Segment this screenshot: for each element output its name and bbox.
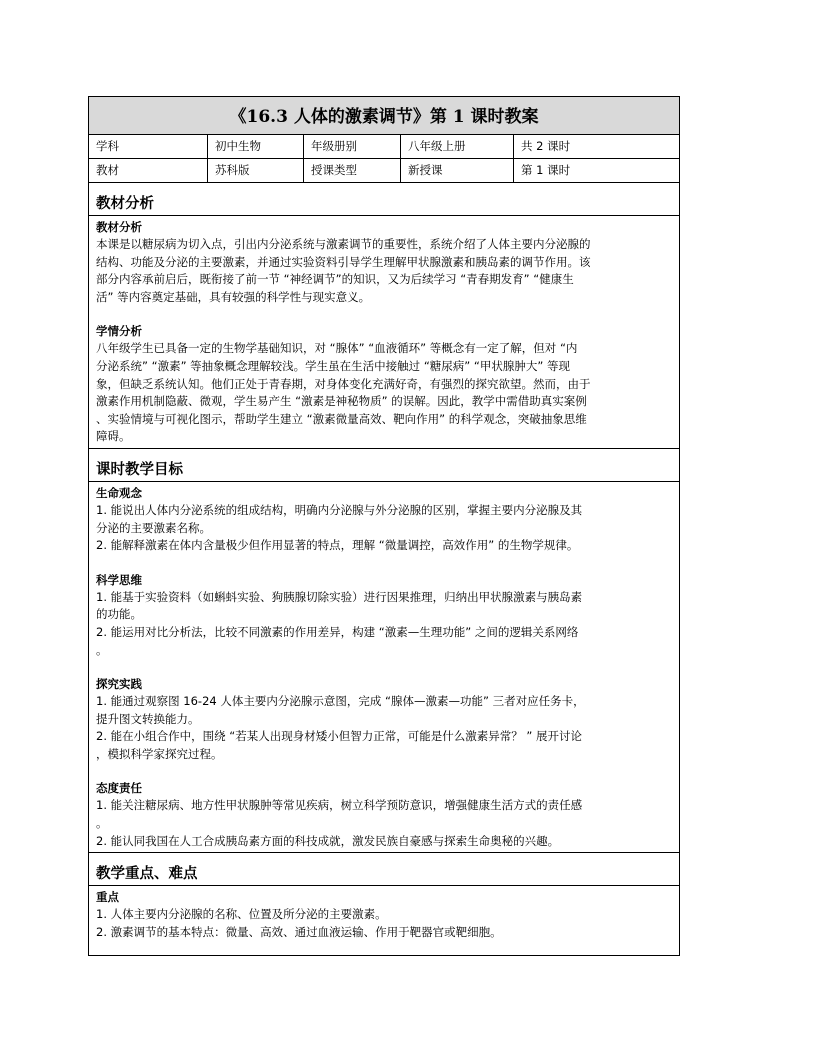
section-heading-objectives: 课时教学目标 <box>89 449 679 482</box>
paragraph-line: 结构、功能及分泌的主要激素，并通过实验资料引导学生理解甲状腺激素和胰岛素的调节作用。该 <box>96 254 591 269</box>
paragraph-line: 1. 能基于实验资料（如蝌蚪实验、狗胰腺切除实验）进行因果推理，归纳出甲状腺激素与胰岛素 <box>96 589 583 604</box>
lesson-plan-table <box>88 96 680 956</box>
paragraph-line: 2. 激素调节的基本特点：微量、高效、通过血液运输、作用于靶器官或靶细胞。 <box>96 924 502 939</box>
section-body-focus <box>89 886 679 943</box>
info-cell: 年级册别 <box>304 135 401 158</box>
document-title: 《16.3 人体的激素调节》第 1 课时教案 <box>89 97 679 135</box>
info-row-1 <box>89 135 679 159</box>
section-body-objectives <box>89 482 679 853</box>
info-cell: 教材 <box>89 159 208 182</box>
info-cell: 第 1 课时 <box>521 163 571 177</box>
info-cell: 授课类型 <box>304 159 401 182</box>
paragraph-line: ，模拟科学家探究过程。 <box>96 746 223 761</box>
paragraph-line: 。 <box>96 816 108 831</box>
info-cell: 共 2 课时 <box>521 139 571 153</box>
subheading-textbook: 教材分析 <box>96 220 142 234</box>
paragraph-line: 提升图文转换能力。 <box>96 711 200 726</box>
paragraph-line: 2. 能解释激素在体内含量极少但作用显著的特点，理解 “微量调控，高效作用” 的生物学规律。 <box>96 538 579 553</box>
info-cell: 八年级上册 <box>401 135 514 158</box>
info-row-2 <box>89 159 679 183</box>
subheading-key-points: 重点 <box>96 890 119 905</box>
paragraph-line: 1. 能关注糖尿病、地方性甲状腺肿等常见疾病，树立科学预防意识，增强健康生活方式的责任感 <box>96 798 583 813</box>
paragraph-line: 的功能。 <box>96 607 142 622</box>
paragraph-line: 1. 能通过观察图 16-24 人体主要内分泌腺示意图，完成 “腺体—激素—功能” 三者对应任务卡， <box>96 694 585 709</box>
paragraph-line: 活” 等内容奠定基础，具有较强的科学性与现实意义。 <box>96 289 371 304</box>
info-cell: 初中生物 <box>208 135 304 158</box>
paragraph-line: 2. 能在小组合作中，围绕 “若某人出现身材矮小但智力正常，可能是什么激素异常？ ” 展开讨论 <box>96 729 583 744</box>
paragraph-line: 部分内容承前启后，既衔接了前一节 “神经调节”的知识，又为后续学习 “青春期发育” “健康生 <box>96 272 574 287</box>
subheading-objective: 探究实践 <box>96 677 142 692</box>
paragraph-line: 1. 人体主要内分泌腺的名称、位置及所分泌的主要激素。 <box>96 907 387 922</box>
paragraph-line: 、实验情境与可视化图示，帮助学生建立 “激素微量高效、靶向作用” 的科学观念，突破抽象思维 <box>96 411 587 426</box>
subheading-objective: 态度责任 <box>96 781 142 796</box>
info-cell: 学科 <box>89 135 208 158</box>
section-heading-focus: 教学重点、难点 <box>89 853 679 886</box>
paragraph-line: 八年级学生已具备一定的生物学基础知识，对 “腺体” “血液循环” 等概念有一定了解，但对 “内 <box>96 341 578 356</box>
paragraph-line: 障碍。 <box>96 429 131 444</box>
subheading-learner: 学情分析 <box>96 324 142 339</box>
subheading-objective: 科学思维 <box>96 572 142 587</box>
paragraph-line: 本课是以糖尿病为切入点，引出内分泌系统与激素调节的重要性，系统介绍了人体主要内分泌腺的 <box>96 237 591 251</box>
info-cell: 苏科版 <box>208 159 304 182</box>
paragraph-line: 分泌系统” “激素” 等抽象概念理解较浅。学生虽在生活中接触过 “糖尿病” “甲状腺肿大” 等现 <box>96 358 570 373</box>
section-heading-analysis: 教材分析 <box>89 183 679 216</box>
paragraph-line: 。 <box>96 642 108 657</box>
subheading-objective: 生命观念 <box>96 485 142 500</box>
paragraph-line: 1. 能说出人体内分泌系统的组成结构，明确内分泌腺与外分泌腺的区别，掌握主要内分泌腺及其 <box>96 502 583 517</box>
paragraph-line: 2. 能认同我国在人工合成胰岛素方面的科技成就，激发民族自豪感与探索生命奥秘的兴趣。 <box>96 833 560 848</box>
section-body-analysis <box>89 216 679 449</box>
paragraph-line: 象，但缺乏系统认知。他们正处于青春期，对身体变化充满好奇，有强烈的探究欲望。然而，由于 <box>96 376 591 391</box>
info-cell: 新授课 <box>401 159 514 182</box>
paragraph-line: 激素作用机制隐蔽、微观，学生易产生 “激素是神秘物质” 的误解。因此，教学中需借助真实案例 <box>96 394 587 409</box>
paragraph-line: 分泌的主要激素名称。 <box>96 520 211 535</box>
paragraph-line: 2. 能运用对比分析法，比较不同激素的作用差异，构建 “激素—生理功能” 之间的逻辑关系网络 <box>96 624 579 639</box>
